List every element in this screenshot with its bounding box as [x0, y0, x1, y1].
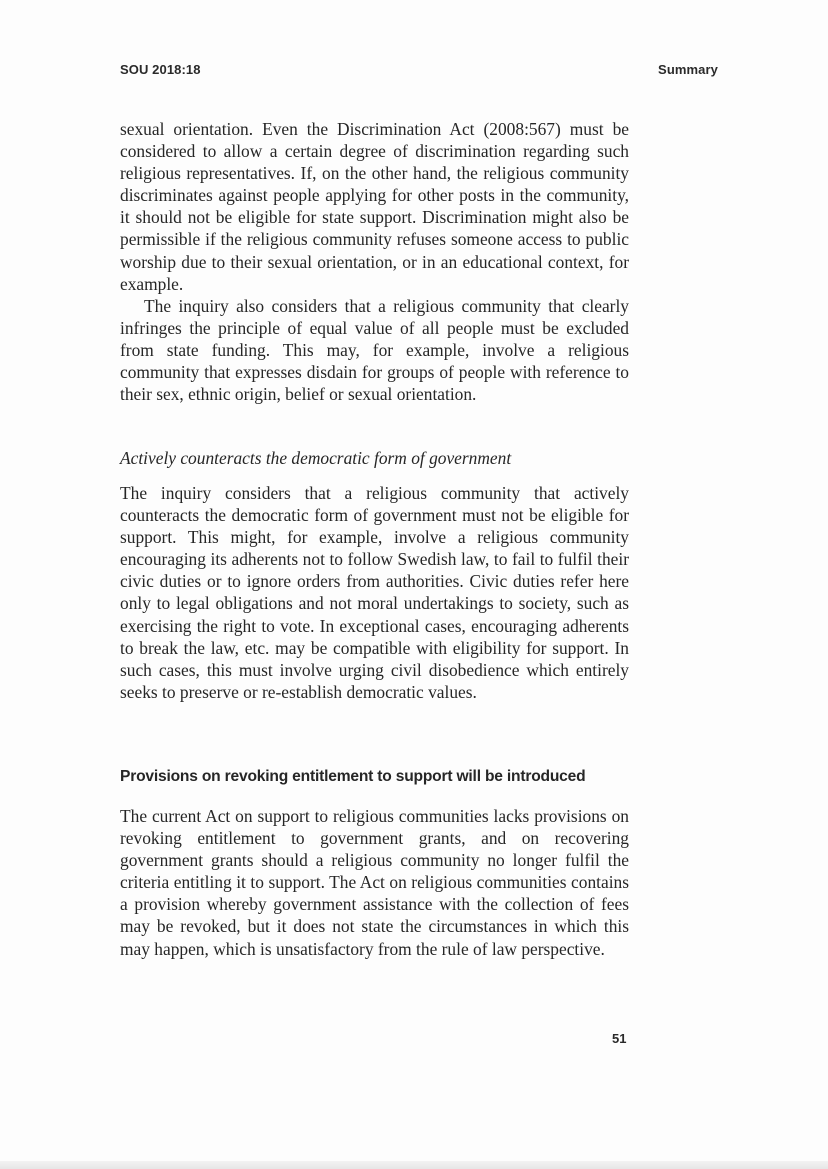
paragraph-democratic: The inquiry considers that a religious community that actively counteracts the democratic form of government must not be eligible for support. This might, for example, involve a religious community encouraging its adherents not to follow Swedish law, to fail to fulfil their civic duties or to ignore orders from authorities. Civic duties refer here only to legal obligations and not moral undertakings to society, such as exercising the right to vote. In exceptional cases, encouraging adherents to break the law, etc. may be compatible with eligibility for support. In such cases, this must involve urging civil disobedience which entirely seeks to preserve or re-establish democratic values.	[120, 483, 629, 702]
running-header-report-id: SOU 2018:18	[120, 62, 201, 77]
revoking-text-block	[120, 805, 629, 960]
running-header-section: Summary	[658, 62, 718, 77]
subheading-democratic-government: Actively counteracts the democratic form of government	[120, 448, 512, 468]
democratic-text-block	[120, 482, 629, 703]
section-heading-revoking-support: Provisions on revoking entitlement to support will be introduced	[120, 768, 586, 785]
intro-text-block	[120, 118, 629, 405]
paragraph-revoking: The current Act on support to religious communities lacks provisions on revoking entitlement to government grants, and on recovering government grants should a religious community no longer fulfil the criteria entitling it to support. The Act on religious communities contains a provision whereby government assistance with the collection of fees may be revoked, but it does not state the circumstances in which this may happen, which is unsatisfactory from the rule of law perspective.	[120, 806, 629, 959]
page-number: 51	[612, 1031, 627, 1046]
paragraph-equal-value: The inquiry also considers that a religious community that clearly infringes the principle of equal value of all people must be excluded from state funding. This may, for example, involve a religious community that expresses disdain for groups of people with reference to their sex, ethnic origin, belief or sexual orientation.	[120, 295, 629, 405]
paragraph-discrimination: sexual orientation. Even the Discrimination Act (2008:567) must be considered to allow a certain degree of discrimination regarding such religious representatives. If, on the other hand, the religious community discriminates against people applying for other posts in the community, it should not be eligible for state support. Discrimination might also be permissible if the religious community refuses someone access to public worship due to their sexual orientation, or in an educational context, for example.	[120, 119, 629, 294]
scan-bottom-edge	[0, 1161, 828, 1169]
